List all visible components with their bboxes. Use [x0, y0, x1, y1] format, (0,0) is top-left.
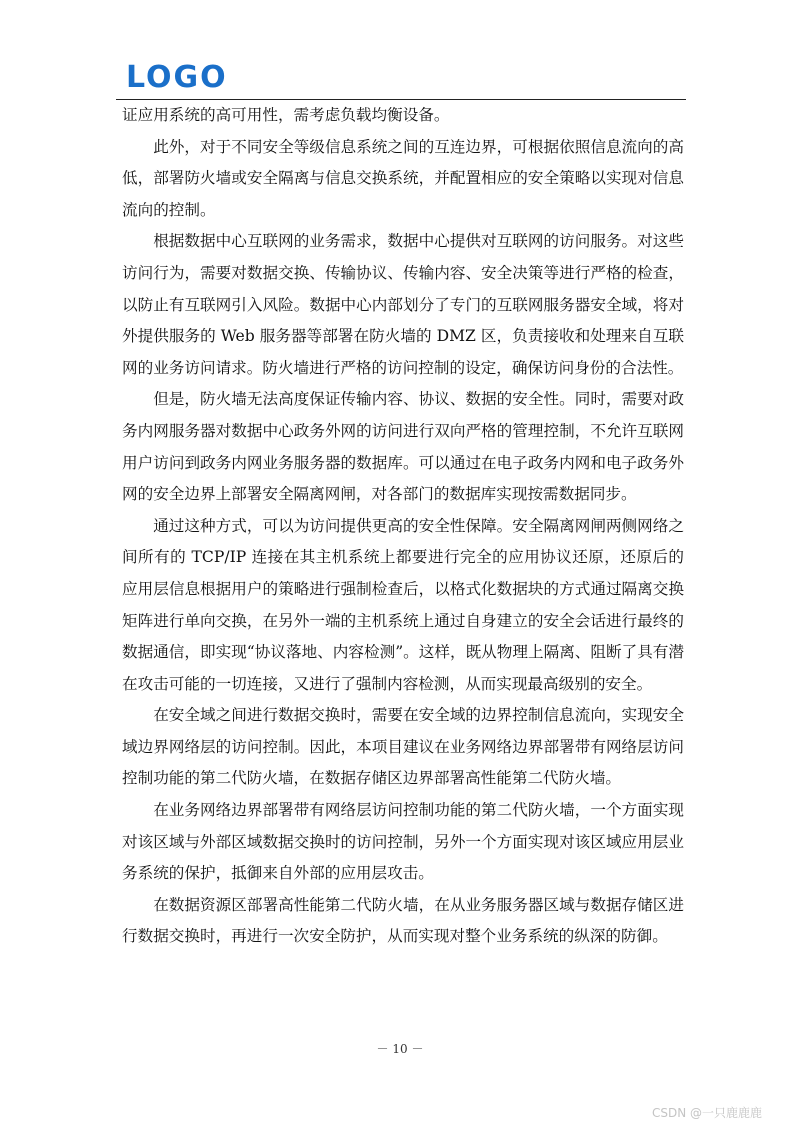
logo: LOGO	[126, 60, 228, 95]
page-number: － 10 －	[376, 1042, 424, 1056]
paragraph: 但是，防火墙无法高度保证传输内容、协议、数据的安全性。同时，需要对政务内网服务器对数据中心政务外网的访问进行双向严格的管理控制，不允许互联网用户访问到政务内网业务服务器的数据库。可以通过在电子政务内网和电子政务外网的安全边界上部署安全隔离网闸，对各部门的数据库实现按需数据同步。	[122, 390, 684, 504]
paragraph: 通过这种方式，可以为访问提供更高的安全性保障。安全隔离网闸两侧网络之间所有的 TCP/IP 连接在其主机系统上都要进行完全的应用协议还原，还原后的应用层信息根据用户的策略进行强制检查后，以格式化数据块的方式通过隔离交换矩阵进行单向交换，在另外一端的主机系统上通过自身建立的安全会话进行最终的数据通信，即实现“协议落地、内容检测”。这样，既从物理上隔离、阻断了具有潜在攻击可能的一切连接，又进行了强制内容检测，从而实现最高级别的安全。	[122, 516, 684, 693]
watermark: CSDN @一只鹿鹿鹿	[651, 1106, 762, 1120]
paragraph: 根据数据中心互联网的业务需求，数据中心提供对互联网的访问服务。对这些访问行为，需要对数据交换、传输协议、传输内容、安全决策等进行严格的检查，以防止有互联网引入风险。数据中心内部划分了专门的互联网服务器安全域，将对外提供服务的 Web 服务器等部署在防火墙的 DMZ 区，负责接收和处理来自互联网的业务访问请求。防火墙进行严格的访问控制的设定，确保访问身份的合法性。	[122, 232, 684, 377]
paragraph: 在安全域之间进行数据交换时，需要在安全域的边界控制信息流向，实现安全域边界网络层的访问控制。因此，本项目建议在业务网络边界部署带有网络层访问控制功能的第二代防火墙，在数据存储区边界部署高性能第二代防火墙。	[122, 706, 684, 788]
document-body	[122, 100, 684, 953]
paragraph: 在数据资源区部署高性能第二代防火墙，在从业务服务器区域与数据存储区进行数据交换时，再进行一次安全防护，从而实现对整个业务系统的纵深的防御。	[122, 895, 684, 946]
paragraph: 在业务网络边界部署带有网络层访问控制功能的第二代防火墙，一个方面实现对该区域与外部区域数据交换时的访问控制，另外一个方面实现对该区域应用层业务系统的保护，抵御来自外部的应用层攻击。	[122, 801, 684, 883]
paragraph: 此外，对于不同安全等级信息系统之间的互连边界，可根据依照信息流向的高低，部署防火墙或安全隔离与信息交换系统，并配置相应的安全策略以实现对信息流向的控制。	[122, 137, 684, 219]
paragraph: 证应用系统的高可用性，需考虑负载均衡设备。	[122, 106, 450, 124]
